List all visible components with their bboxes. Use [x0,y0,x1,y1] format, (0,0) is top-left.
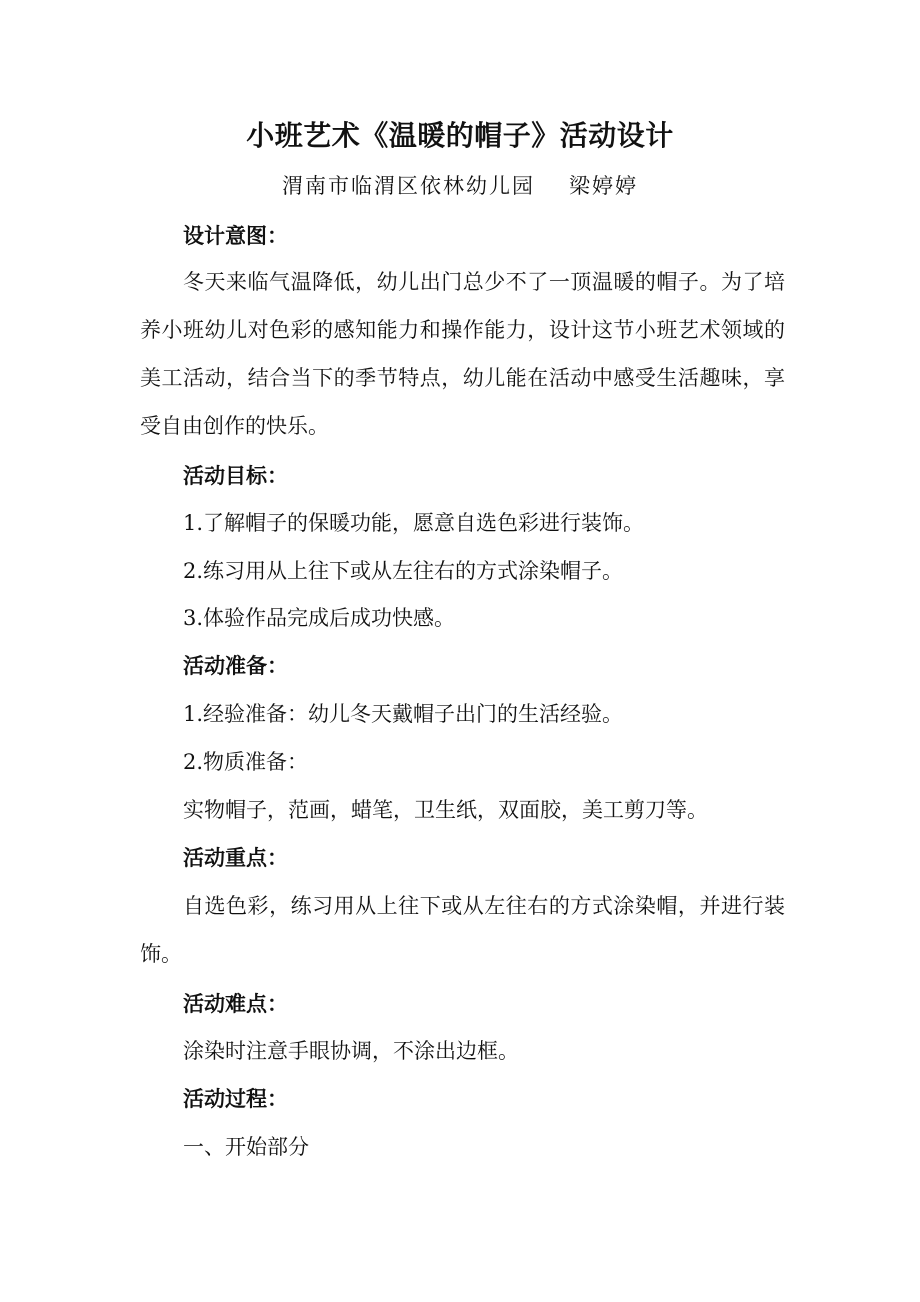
goal-item-2: 2.练习用从上往下或从左往右的方式涂染帽子。 [183,559,624,583]
goal-item-1: 1.了解帽子的保暖功能，愿意自选色彩进行装饰。 [183,511,645,535]
difficulty-text: 涂染时注意手眼协调，不涂出边框。 [183,1039,519,1063]
prep-item-3: 实物帽子，范画，蜡笔，卫生纸，双面胶，美工剪刀等。 [183,798,708,822]
author-organization: 渭南市临渭区依林幼儿园 [282,174,535,198]
goal-item-3: 3.体验作品完成后成功快感。 [183,606,456,630]
focus-paragraph: 自选色彩，练习用从上往下或从左往右的方式涂染帽，并进行装饰。 [140,894,785,966]
goals-heading: 活动目标： [183,463,288,488]
author-line [0,166,920,206]
prep-item-2: 2.物质准备： [183,750,309,774]
process-part-1: 一、开始部分 [183,1135,309,1159]
process-heading: 活动过程： [183,1086,288,1111]
intent-paragraph: 冬天来临气温降低，幼儿出门总少不了一顶温暖的帽子。为了培养小班幼儿对色彩的感知能力和操作能力，设计这节小班艺术领域的美工活动，结合当下的季节特点，幼儿能在活动中感受生活趣味，享受自由创作的快乐。 [140,270,785,438]
intent-heading: 设计意图： [183,223,288,248]
document-title: 小班艺术《温暖的帽子》活动设计 [246,119,674,152]
prep-heading: 活动准备： [183,653,288,678]
prep-item-1: 1.经验准备：幼儿冬天戴帽子出门的生活经验。 [183,702,624,726]
difficulty-heading: 活动难点： [183,991,288,1016]
author-name: 梁婷婷 [569,174,638,198]
focus-heading: 活动重点： [183,845,288,870]
